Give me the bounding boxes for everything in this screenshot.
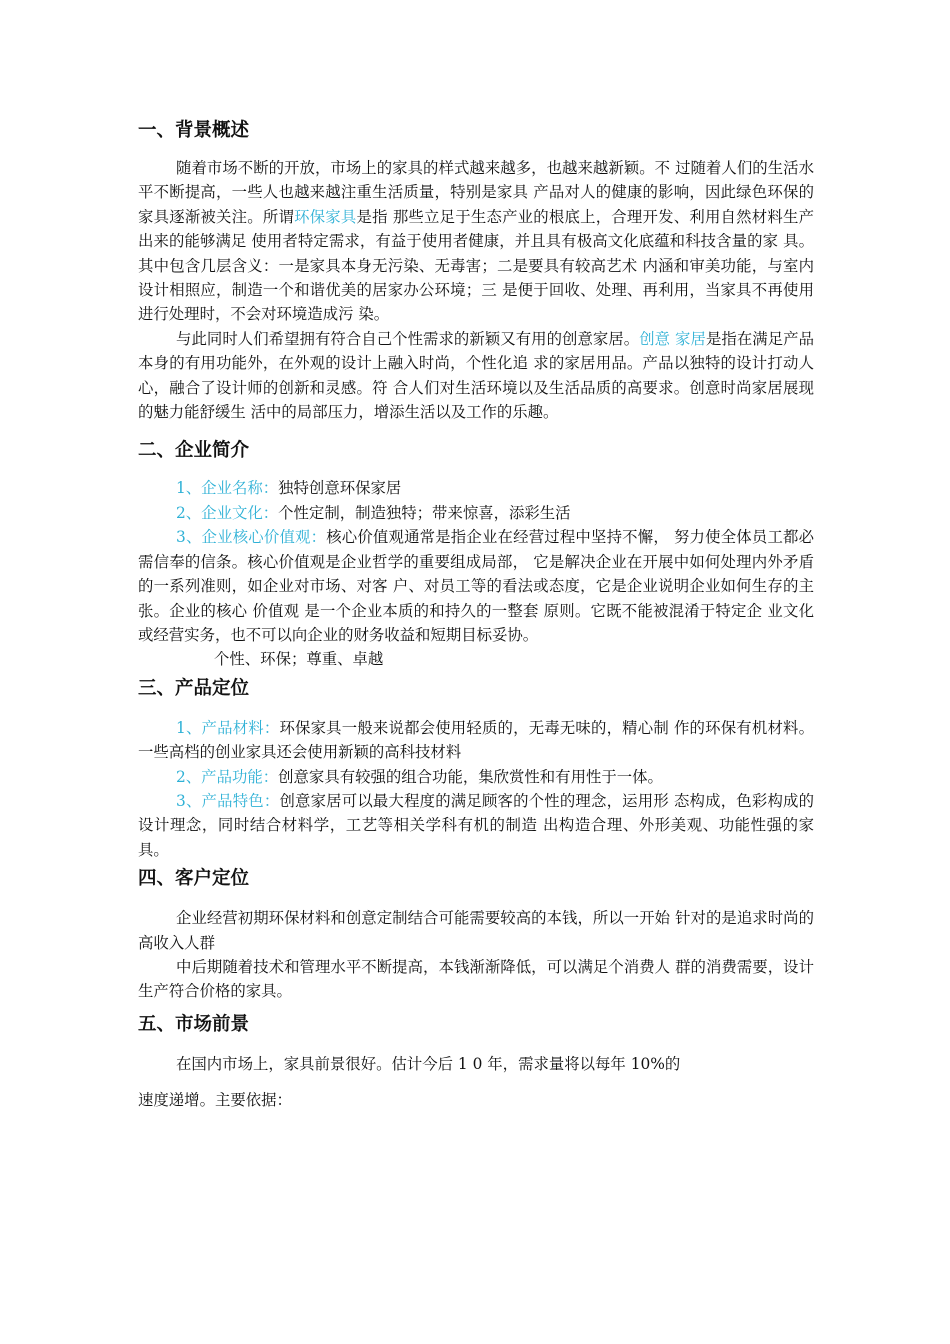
document-body <box>138 118 814 1113</box>
paragraph-text: 是指在满足产品本身的有用功能外，在外观的设计上融入时尚，个性化追 求的家居用品。产品以独特的设计打动人心，融合了设计师的创新和灵感。符 合人们对生活环境以及生活品质的高要求。创意时尚家居展现的魅力能舒缓生 活中的局部压力，增添生活以及工作的乐趣。 <box>138 329 814 422</box>
market-paragraph-continued: 速度递增。主要依据： <box>138 1091 292 1110</box>
item-text: 核心价值观通常是指企业在经营过程中坚持不懈， 努力使全体员工都必需信奉的信条。核心价值观是企业哲学的重要组成局部， 它是解决企业在开展中如何处理内外矛盾的一系列准则，如企业对市场、对客 户、对员工等的看法或态度，它是企业说明企业如何生存的主张。企业的核心 价值观 是一个企业本质的和持久的一整套 原则。它既不能被混淆于特定企 业文化或经营实务，也不可以向企业的财务收益和短期目标妥协。 <box>138 528 814 644</box>
item-label: 2、企业文化： <box>176 503 279 522</box>
section-heading-company: 二、企业简介 <box>138 440 250 462</box>
company-culture-item <box>138 501 814 525</box>
item-text: 创意家具有较强的组合功能，集欣赏性和有用性于一体。 <box>278 767 663 786</box>
section-heading-product: 三、产品定位 <box>138 677 250 699</box>
customer-paragraph-later: 中后期随着技术和管理水平不断提高，本钱渐渐降低，可以满足个消费人 群的消费需要，设计生产符合价格的家具。 <box>138 957 814 1001</box>
item-label: 2、产品功能： <box>176 767 279 786</box>
paragraph-green-furniture <box>138 156 814 327</box>
item-text: 环保家具一般来说都会使用轻质的，无毒无味的，精心制 作的环保有机材料。一些高档的创业家具还会使用新颖的高科技材料 <box>138 718 814 762</box>
product-feature-item <box>138 789 814 862</box>
link-creative-home[interactable]: 创意 家居 <box>639 329 706 348</box>
product-function-item <box>138 765 814 789</box>
core-values-line: 个性、环保；尊重、卓越 <box>214 650 384 669</box>
product-material-item <box>138 716 814 765</box>
item-label: 3、企业核心价值观： <box>176 528 327 547</box>
item-text: 创意家居可以最大程度的满足顾客的个性的理念，运用形 态构成，色彩构成的设计理念，同时结合材料学，工艺等相关学科有机的制造 出构造合理、外形美观、功能性强的家具。 <box>138 791 814 859</box>
paragraph-text: 是指 那些立足于生态产业的根底上，合理开发、利用自然材料生产出来的能够满足 使用者特定需求，有益于使用者健康，并且具有极高文化底蕴和科技含量的家 具。其中包含几层含义：一是家具本身无污染、无毒害；二是要具有较高艺术 内涵和审美功能，与室内设计相照应，制造一个和谐优美的居家办公环境；三 是便于回收、处理、再利用，当家具不再使用进行处理时，不会对环境造成污 染。 <box>138 207 814 324</box>
section-heading-customer: 四、客户定位 <box>138 868 250 890</box>
paragraph-text: 随着市场不断的开放，市场上的家具的样式越来越多，也越来越新颖。不 过随着人们的生活水平不断提高，一些人也越来越注重生活质量，特别是家具 产品对人的健康的影响，因此绿色环保的家具逐渐被关注。所谓 <box>138 159 814 226</box>
item-text: 个性定制，制造独特；带来惊喜，添彩生活 <box>278 503 571 522</box>
paragraph-creative-home <box>138 327 814 425</box>
section-heading-market: 五、市场前景 <box>138 1013 250 1035</box>
item-label: 1、企业名称： <box>176 479 279 498</box>
link-eco-furniture[interactable]: 环保家具 <box>294 207 357 226</box>
market-paragraph: 在国内市场上，家具前景很好。估计今后 1 0 年，需求量将以每年 10%的 <box>176 1054 681 1073</box>
item-label: 1、产品材料： <box>176 718 280 737</box>
item-text: 独特创意环保家居 <box>278 479 402 498</box>
company-name-item <box>138 476 814 500</box>
section-heading-background: 一、背景概述 <box>138 120 250 141</box>
customer-paragraph-early: 企业经营初期环保材料和创意定制结合可能需要较高的本钱，所以一开始 针对的是追求时尚的高收入人群 <box>138 909 814 952</box>
company-values-item <box>138 525 814 647</box>
paragraph-text: 与此同时人们希望拥有符合自己个性需求的新颖又有用的创意家居。 <box>176 329 640 348</box>
item-label: 3、产品特色： <box>176 791 280 810</box>
